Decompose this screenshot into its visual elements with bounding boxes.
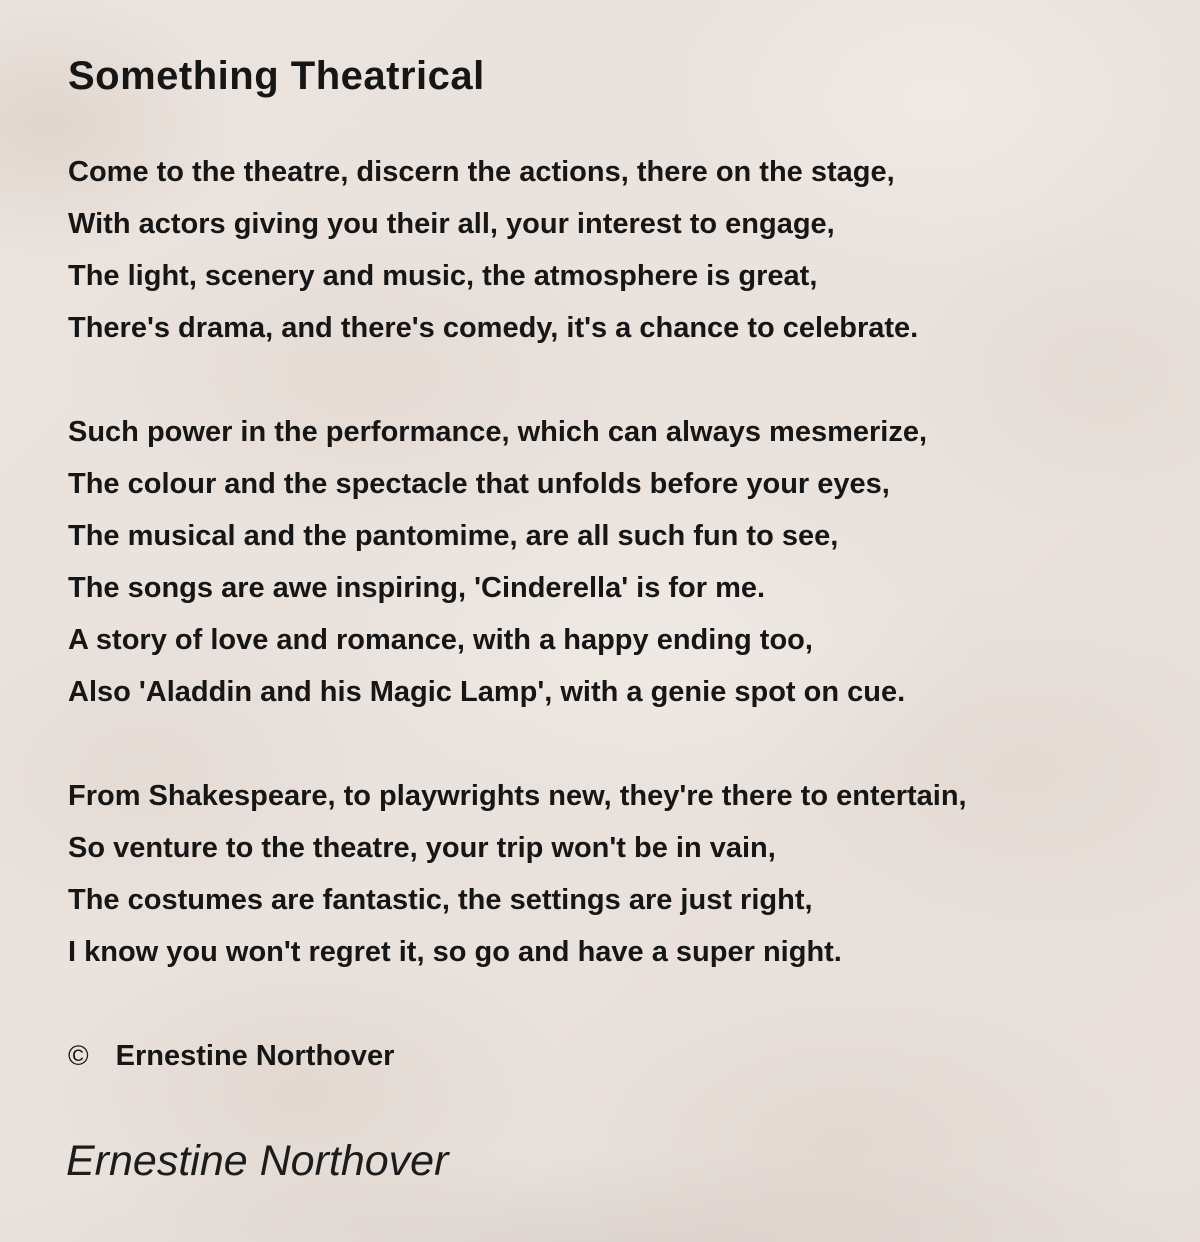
poem-line: A story of love and romance, with a happy ending too,	[68, 624, 813, 656]
poem-stanza-1	[68, 146, 918, 354]
poem-line: The costumes are fantastic, the settings are just right,	[68, 884, 813, 916]
poem-title: Something Theatrical	[68, 54, 485, 98]
poem-line: From Shakespeare, to playwrights new, they're there to entertain,	[68, 780, 967, 812]
poem-line: With actors giving you their all, your interest to engage,	[68, 208, 835, 240]
author-signature: Ernestine Northover	[66, 1137, 449, 1185]
copyright-author: Ernestine Northover	[115, 1040, 395, 1072]
poem-line: Such power in the performance, which can always mesmerize,	[68, 416, 928, 448]
poem-line: The musical and the pantomime, are all such fun to see,	[68, 520, 839, 552]
poem-line: I know you won't regret it, so go and have a super night.	[68, 936, 842, 968]
poem-stanza-2	[68, 406, 927, 718]
poem-line: The light, scenery and music, the atmosphere is great,	[68, 260, 818, 292]
poem-line: So venture to the theatre, your trip won't be in vain,	[68, 832, 776, 864]
copyright-icon: ©	[68, 1040, 89, 1071]
copyright-line	[68, 1030, 394, 1082]
poem-line: The colour and the spectacle that unfolds before your eyes,	[68, 468, 890, 500]
poem-line: Also 'Aladdin and his Magic Lamp', with a genie spot on cue.	[68, 676, 906, 708]
poem-line: The songs are awe inspiring, 'Cinderella' is for me.	[68, 572, 766, 604]
poem-line: Come to the theatre, discern the actions, there on the stage,	[68, 156, 895, 188]
poem-line: There's drama, and there's comedy, it's a chance to celebrate.	[68, 312, 919, 344]
poem-stanza-3	[68, 770, 967, 978]
